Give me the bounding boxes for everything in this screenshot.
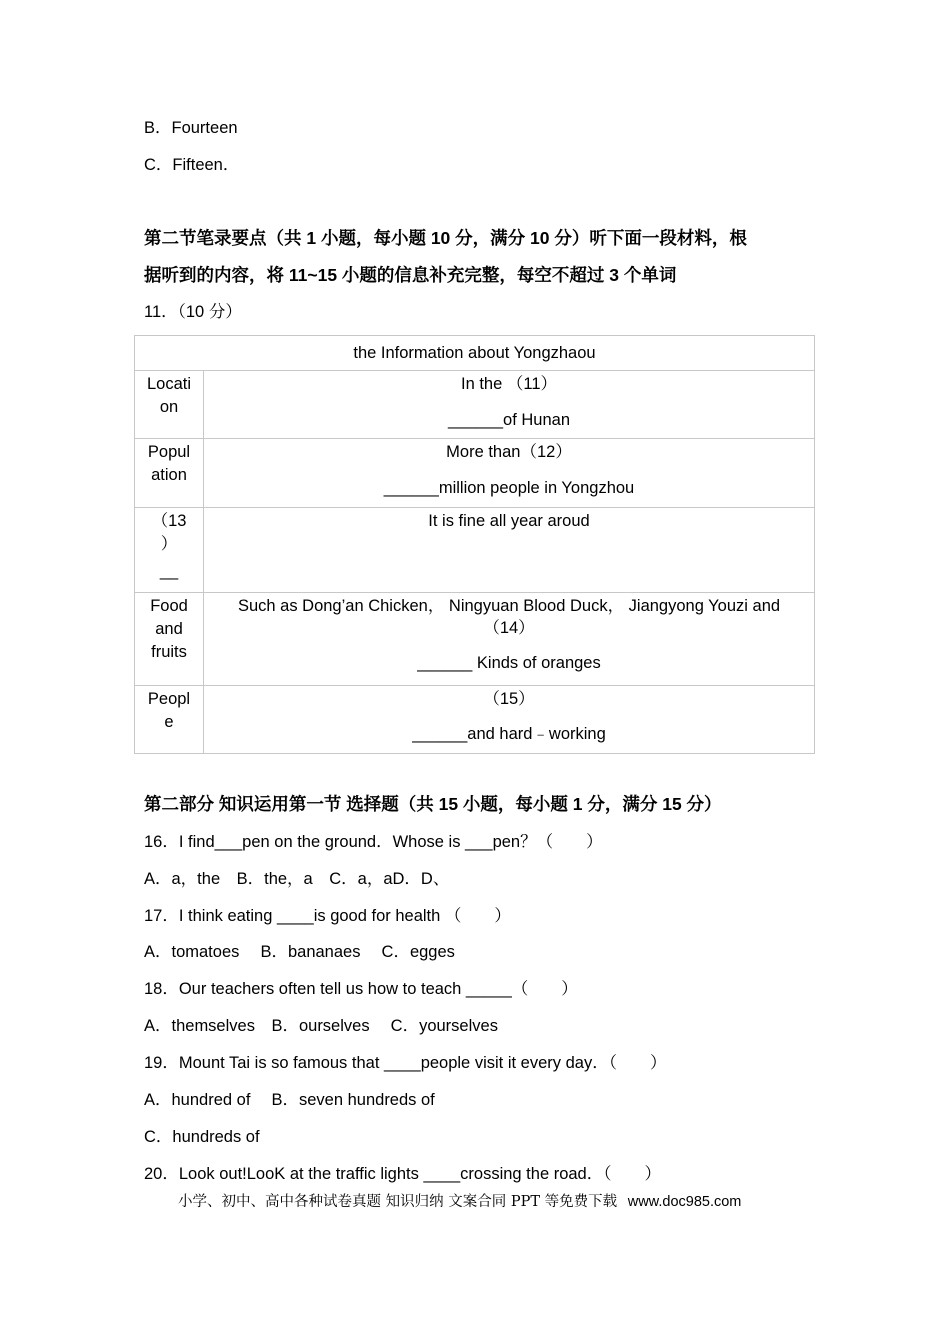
row-label-line: ation (151, 466, 187, 484)
table-row (135, 593, 815, 686)
question-17: 17．I think eating ____is good for health （ ） (144, 907, 511, 925)
row-label-line: （13 (151, 512, 187, 530)
question-19-option-c: C．hundreds of (144, 1128, 260, 1146)
row-label (135, 508, 204, 593)
question-11-label: 11．（10 分） (144, 303, 242, 321)
section2-heading-line2: 据听到的内容，将 11~15 小题的信息补充完整，每空不超过 3 个单词 (144, 265, 677, 285)
row-content (204, 593, 815, 686)
row-content-line: Such as Dong’an Chicken， Ningyuan Blood Duck， Jiangyong Youzi and (237, 597, 781, 615)
question-18: 18．Our teachers often tell us how to teach _____（ ） (144, 980, 578, 998)
row-label (135, 593, 204, 686)
page-footer (178, 1190, 741, 1211)
row-content-line: More than（12） (446, 443, 572, 461)
table-title-row (135, 336, 815, 371)
table-row (135, 371, 815, 439)
row-label-line: Popul (147, 443, 191, 461)
question-16: 16．I find___pen on the ground．Whose is ___pen？（ ） (144, 833, 603, 851)
row-label-line: __ (159, 562, 179, 580)
row-content-line: ______of Hunan (447, 411, 571, 429)
row-label (135, 371, 204, 439)
option-b: B．Fourteen (144, 119, 238, 137)
row-label-line: e (164, 713, 174, 731)
question-20: 20．Look out!LooK at the traffic lights ____crossing the road．（ ） (144, 1165, 661, 1183)
info-table (134, 335, 815, 754)
row-content-line: It is fine all year aroud (428, 512, 590, 530)
section2-heading-line1: 第二节笔录要点（共 1 小题，每小题 10 分，满分 10 分）听下面一段材料，根 (144, 228, 747, 248)
part2-heading: 第二部分 知识运用第一节 选择题（共 15 小题，每小题 1 分，满分 15 分） (144, 794, 722, 814)
row-content-line: ______and hard﹣working (412, 725, 606, 743)
question-19-options: A．hundred of B．seven hundreds of (144, 1091, 435, 1109)
row-content (204, 371, 815, 439)
row-label-line: Peopl (147, 690, 191, 708)
footer-text: 小学、初中、高中各种试卷真题 知识归纳 文案合同 PPT 等免费下载 (178, 1194, 618, 1210)
row-label-line: Food (150, 597, 188, 615)
row-content (204, 686, 815, 754)
row-label-line: fruits (151, 643, 187, 661)
question-16-options: A．a，the B．the，a C．a，aD．D、 (144, 870, 450, 888)
row-label-line: and (155, 620, 183, 638)
row-content-line: （15） (483, 690, 535, 708)
row-label (135, 439, 204, 508)
option-c: C．Fifteen． (144, 156, 240, 174)
row-content (204, 439, 815, 508)
row-label-line: Locati (146, 375, 192, 393)
row-label-line: ） (160, 535, 178, 553)
question-18-options: A．themselves B．ourselves C．yourselves (144, 1017, 498, 1035)
table-row (135, 508, 815, 593)
row-content-line: In the （11） (461, 375, 557, 393)
row-label-line: on (159, 398, 179, 416)
question-19: 19．Mount Tai is so famous that ____people visit it every day．（ ） (144, 1054, 667, 1072)
footer-url[interactable]: www.doc985.com (627, 1194, 742, 1210)
row-content-line: ______million people in Yongzhou (383, 479, 635, 497)
row-content-line: （14） (483, 619, 535, 637)
table-title: the Information about Yongzhaou (135, 336, 815, 371)
row-content (204, 508, 815, 593)
row-label (135, 686, 204, 754)
question-17-options: A．tomatoes B．bananaes C．egges (144, 943, 455, 961)
row-content-line: ______ Kinds of oranges (417, 654, 601, 672)
table-row (135, 686, 815, 754)
table-row (135, 439, 815, 508)
